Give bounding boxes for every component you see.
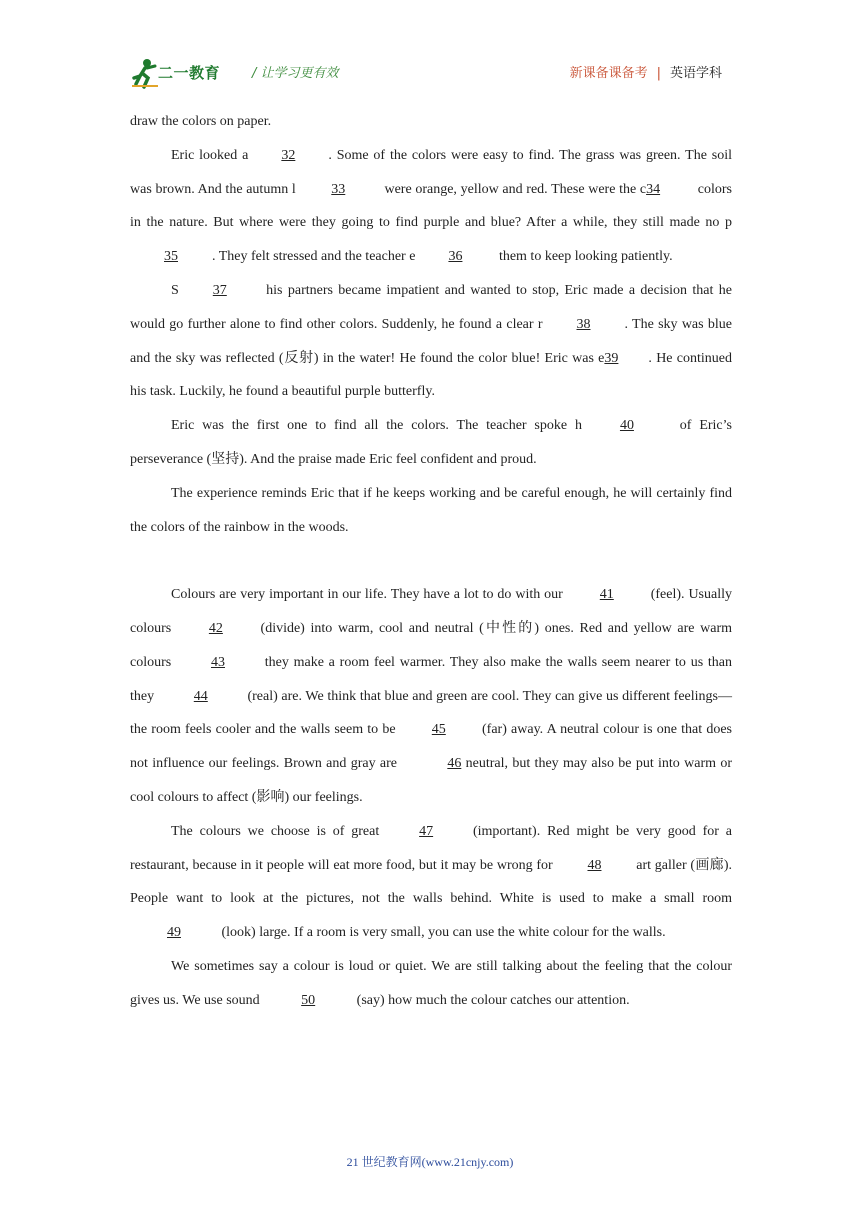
running-figure-icon [130, 56, 160, 90]
text-run: . They felt stressed and the teacher e [212, 249, 416, 265]
text-run: We sometimes say a colour is loud or quiet. We are still talking about the feeling that the colour gives us. We use sound [130, 958, 732, 1008]
text-run: art galler (画廊). People want to look at the pictures, not the walls behind. White is used to make a small room [130, 857, 732, 907]
document-body [130, 105, 732, 1018]
paragraph [130, 950, 732, 1018]
text-run: . Some of the colors were easy to find. The grass was green. The soil was brown. And the autumn l [130, 147, 732, 197]
text-run: (look) large. If a room is very small, you can use the white colour for the walls. [218, 925, 666, 941]
text-run: . He continued his task. Luckily, he found a beautiful purple butterfly. [130, 350, 733, 400]
text-run: S [171, 282, 179, 298]
text-run: (feel). Usually colours [130, 587, 732, 636]
text-run: (say) how much the colour catches our attention. [353, 992, 630, 1008]
blank-41: 41 [599, 587, 614, 603]
tag-separator: | [656, 66, 661, 81]
paragraph [130, 139, 732, 274]
text-run: of Eric’s perseverance (坚持). And the praise made Eric feel confident and proud. [130, 418, 732, 467]
text-run: colors in the nature. But where were they going to find purple and blue? After a while, they still made no p [130, 181, 732, 231]
subject-tag [570, 62, 722, 81]
text-run: were orange, yellow and red. These were the c [380, 181, 647, 197]
text-run: . The sky was blue and the sky was reflected (反射) in the water! He found the color blue! Eric was e [130, 316, 732, 366]
paragraph-continuation: draw the colors on paper. [130, 114, 272, 129]
paragraph: The experience reminds Eric that if he keeps working and be careful enough, he will certainly find the colors of the rainbow in the woods. [130, 485, 732, 535]
blank-35: 35 [164, 249, 178, 265]
logo-text: 二一教育 [158, 64, 221, 82]
blank-34: 34 [646, 181, 661, 197]
text-run: The colours we choose is of great [171, 823, 387, 839]
blank-46: 46 [447, 756, 462, 772]
course-tag: 新课备课备考 [569, 66, 648, 81]
text-run: his partners became impatient and wanted to stop, Eric made a decision that he would go further alone to find other colors. Suddenly, he found a clear r [130, 282, 732, 332]
paragraph [130, 815, 732, 950]
blank-43: 43 [210, 654, 225, 670]
blank-44: 44 [193, 688, 208, 704]
paragraph [130, 409, 732, 477]
blank-49: 49 [167, 925, 181, 941]
brand-logo [130, 56, 240, 90]
blank-32: 32 [281, 147, 296, 163]
text-run: Colours are very important in our life. They have a lot to do with our [171, 587, 567, 603]
paragraph [130, 274, 732, 409]
blank-48: 48 [587, 857, 602, 873]
text-run: Eric looked a [171, 147, 249, 163]
text-run: (divide) into warm, cool and neutral (中性的) ones. Red and yellow are warm colours [130, 620, 732, 670]
text-run: neutral, but they may also be put into warm or cool colours to affect (影响) our feelings. [130, 756, 732, 805]
blank-45: 45 [431, 722, 446, 738]
blank-42: 42 [208, 620, 223, 636]
page-header [130, 56, 730, 90]
blank-36: 36 [448, 249, 463, 265]
slogan: / 让学习更有效 [252, 66, 339, 81]
text-run: (important). Red might be very good for a restaurant, because in it people will eat more food, but it may be wrong for [130, 823, 733, 873]
blank-40: 40 [619, 418, 634, 434]
blank-33: 33 [331, 181, 346, 197]
text-run: Eric was the first one to find all the colors. The teacher spoke h [171, 418, 582, 434]
blank-37: 37 [212, 282, 227, 298]
subject-label: 英语学科 [669, 66, 722, 81]
blank-39: 39 [604, 350, 619, 366]
paragraph [130, 578, 732, 815]
text-run: (far) away. A neutral colour is one that does not influence our feelings. Brown and gray are [130, 722, 732, 772]
page-footer: 21 世纪教育网(www.21cnjy.com) [346, 1155, 514, 1169]
text-run: (real) are. We think that blue and green are cool. They can give us different feelings—the room feels cooler and the walls seem to be [130, 688, 732, 738]
text-run: them to keep looking patiently. [495, 249, 673, 265]
section-gap [130, 544, 732, 578]
text-run: they make a room feel warmer. They also make the walls seem nearer to us than they [130, 654, 733, 704]
blank-47: 47 [419, 823, 434, 839]
blank-50: 50 [301, 992, 316, 1008]
blank-38: 38 [576, 316, 591, 332]
